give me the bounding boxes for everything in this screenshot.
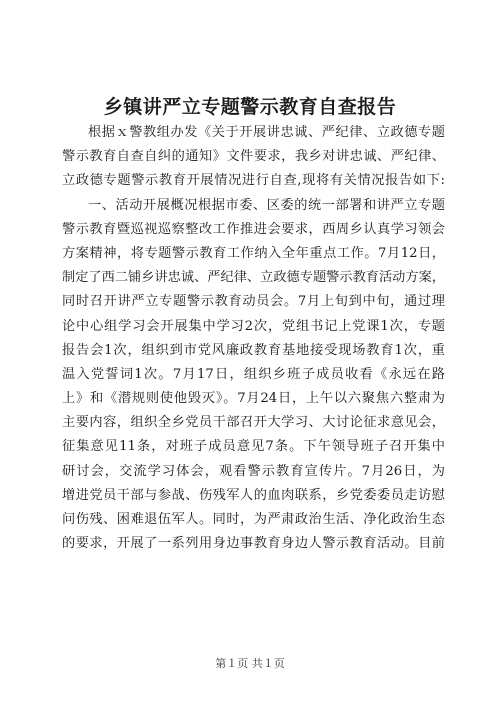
body-line: 方案精神，将专题警示教育工作纳入全年重点工作。7月12日，: [62, 245, 445, 261]
body-line: 上》和《潜规则使他毁灭》。7月24日，上午以六聚焦六整肃为: [62, 391, 445, 407]
body-line: 的要求，开展了一系列用身边事教育身边人警示教育活动。目前: [62, 536, 445, 552]
body-line: 制定了西二铺乡讲忠诚、严纪律、立政德专题警示教育活动方案，: [62, 270, 445, 286]
body-line: 立政德专题警示教育开展情况进行自查,现将有关情况报告如下:: [62, 173, 445, 189]
body-line: 温入党誓词1次。7月17日，组织乡班子成员收看《永远在路: [62, 366, 445, 382]
body-line: 论中心组学习会开展集中学习2次，党组书记上党课1次，专题: [62, 318, 445, 334]
page-number-footer: 第１页 共１页: [215, 657, 285, 670]
body-line: 根据ｘ警教组办发《关于开展讲忠诚、严纪律、立政德专题: [88, 125, 445, 140]
body-line: 一、活动开展概况根据市委、区委的统一部署和讲严立专题: [88, 197, 445, 213]
document-body: [62, 121, 445, 556]
body-line: 增进党员干部与参战、伤残军人的血肉联系，乡党委委员走访慰: [62, 487, 445, 503]
body-line: 同时召开讲严立专题警示教育动员会。7月上旬到中旬，通过理: [62, 294, 445, 310]
body-line: 研讨会，交流学习体会，观看警示教育宣传片。7月26日，为: [62, 463, 445, 479]
body-line: 警示教育暨巡视巡察整改工作推进会要求，西周乡认真学习领会: [62, 221, 445, 237]
body-line: 报告会1次，组织到市党风廉政教育基地接受现场教育1次，重: [62, 342, 445, 358]
body-line: 问伤残、困难退伍军人。同时，为严肃政治生活、净化政治生态: [62, 512, 445, 527]
body-line: 征集意见11条，对班子成员意见7条。下午领导班子召开集中: [62, 439, 445, 455]
body-line: 主要内容，组织全乡党员干部召开大学习、大讨论征求意见会，: [62, 415, 445, 431]
body-line: 警示教育自查自纠的通知》文件要求，我乡对讲忠诚、严纪律、: [62, 149, 445, 165]
document-title: 乡镇讲严立专题警示教育自查报告: [103, 96, 397, 118]
